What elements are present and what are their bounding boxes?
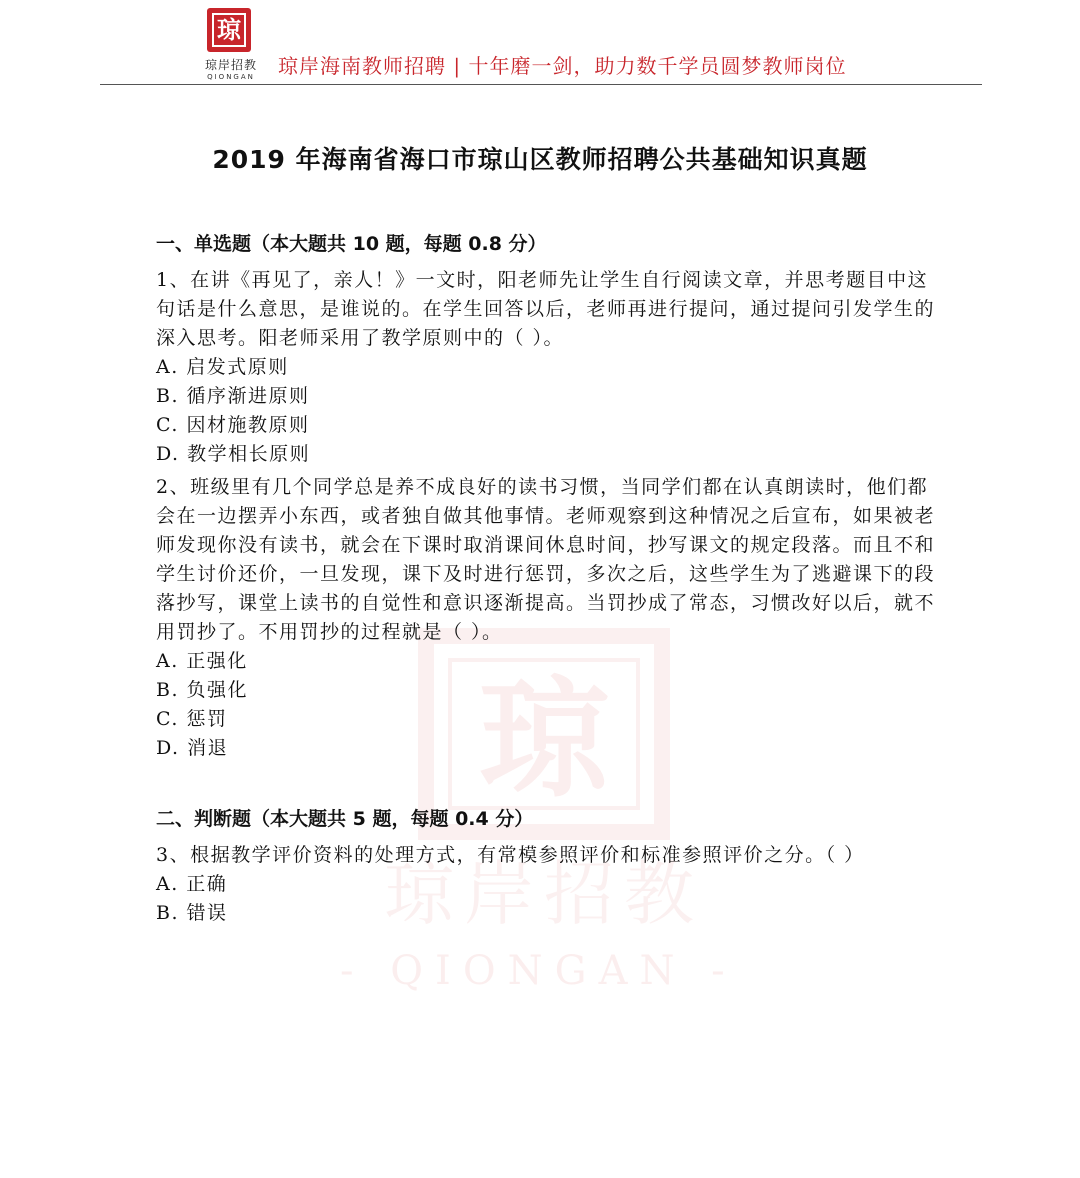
question-3 <box>156 841 936 928</box>
logo-name: 琼岸招教 <box>204 58 257 72</box>
header-slogan: 琼岸海南教师招聘 | 十年磨一剑，助力数千学员圆梦教师岗位 <box>278 54 847 78</box>
question-stem: 3、根据教学评价资料的处理方式，有常模参照评价和标准参照评价之分。（ ） <box>156 844 865 866</box>
option-a: A. 启发式原则 <box>156 356 289 378</box>
option-c: C. 惩罚 <box>156 708 228 730</box>
header-divider <box>100 84 982 85</box>
option-b: B. 负强化 <box>156 679 249 701</box>
section-heading-single-choice: 一、单选题（本大题共 10 题，每题 0.8 分） <box>156 233 547 255</box>
option-d: D. 消退 <box>156 737 229 759</box>
option-a: A. 正强化 <box>156 650 248 672</box>
page-header <box>0 0 1080 90</box>
option-d: D. 教学相长原则 <box>156 443 311 465</box>
question-2 <box>156 473 936 763</box>
logo-icon <box>207 8 251 52</box>
question-1 <box>156 266 936 469</box>
watermark-seal-char: 琼 <box>478 662 609 815</box>
document-body <box>156 228 936 928</box>
watermark-name: 琼岸招教 <box>384 853 704 935</box>
section-heading-true-false: 二、判断题（本大题共 5 题，每题 0.4 分） <box>156 808 534 830</box>
option-b: B. 循序渐进原则 <box>156 385 310 407</box>
document-title: 2019 年海南省海口市琼山区教师招聘公共基础知识真题 <box>212 145 868 174</box>
question-stem: 1、在讲《再见了，亲人！》一文时，阳老师先让学生自行阅读文章，并思考题目中这句话是什么意思，是谁说的。在学生回答以后，老师再进行提问，通过提问引发学生的深入思考。阳老师采用了教学原则中的（ ）。 <box>156 269 936 349</box>
option-c: C. 因材施教原则 <box>156 414 310 436</box>
watermark-sub: - QIONGAN - <box>340 948 737 994</box>
logo-char: 琼 <box>212 13 246 47</box>
option-a: A. 正确 <box>156 873 228 895</box>
option-b: B. 错误 <box>156 902 228 924</box>
question-stem: 2、班级里有几个同学总是养不成良好的读书习惯，当同学们都在认真朗读时，他们都会在一边摆弄小东西，或者独自做其他事情。老师观察到这种情况之后宣布，如果被老师发现你没有读书，就会在下课时取消课间休息时间，抄写课文的规定段落。而且不和学生讨价还价，一旦发现，课下及时进行惩罚，多次之后，这些学生为了逃避课下的段落抄写，课堂上读书的自觉性和意识逐渐提高。当罚抄成了常态，习惯改好以后，就不用罚抄了。不用罚抄的过程就是（ ）。 <box>156 476 936 643</box>
logo-subtitle: QIONGAN <box>207 73 255 81</box>
